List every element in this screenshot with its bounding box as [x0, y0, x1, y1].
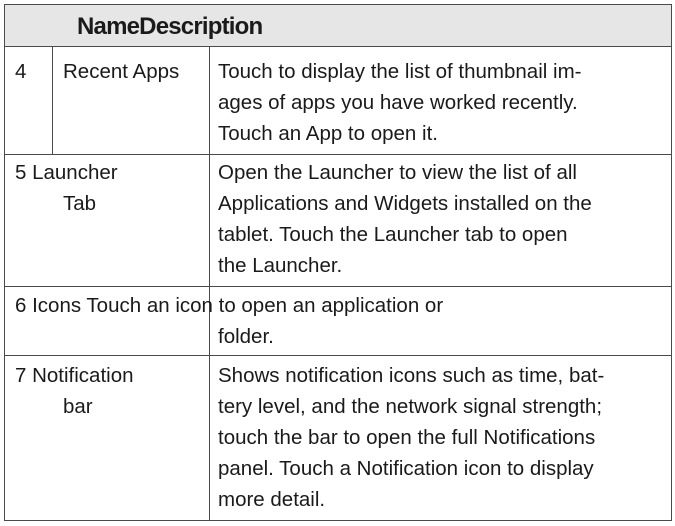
row-4-description-line-3: Touch an App to open it.	[218, 122, 438, 145]
row-separator	[5, 355, 671, 356]
row-4-description-line-2: ages of apps you have worked recently.	[218, 91, 578, 114]
row-separator	[5, 154, 671, 155]
row-4-number: 4	[15, 60, 27, 83]
row-5-description-line-1: Open the Launcher to view the list of all	[218, 161, 577, 184]
row-7-description-line-4: panel. Touch a Notification icon to display	[218, 457, 594, 480]
row-7-description-line-1: Shows notification icons such as time, bat-	[218, 364, 605, 387]
table-header	[5, 5, 671, 47]
row-4-description-line-1: Touch to display the list of thumbnail im-	[218, 60, 582, 83]
row-7-description-line-3: touch the bar to open the full Notifications	[218, 426, 596, 449]
row-6-line-1: 6 Icons Touch an icon to open an application or	[15, 294, 444, 317]
header-title: NameDescription	[77, 13, 263, 40]
row-5-description-line-3: tablet. Touch the Launcher tab to open	[218, 223, 568, 246]
column-divider-description	[209, 47, 210, 520]
row-4-name: Recent Apps	[63, 60, 180, 83]
row-7-description-line-2: tery level, and the network signal strength;	[218, 395, 603, 418]
row-5-name-line-2: Tab	[63, 192, 97, 215]
row-7-name-line-1: 7 Notification	[15, 364, 134, 387]
row-7-description-line-5: more detail.	[218, 488, 326, 511]
row-7-name-line-2: bar	[63, 395, 93, 418]
row-5-description-line-2: Applications and Widgets installed on the	[218, 192, 592, 215]
row-6-line-2: folder.	[218, 325, 274, 348]
row-5-name-line-1: 5 Launcher	[15, 161, 118, 184]
notification-table	[4, 4, 672, 521]
row-5-description-line-4: the Launcher.	[218, 254, 343, 277]
row-separator	[5, 286, 671, 287]
column-divider-number	[52, 47, 53, 154]
